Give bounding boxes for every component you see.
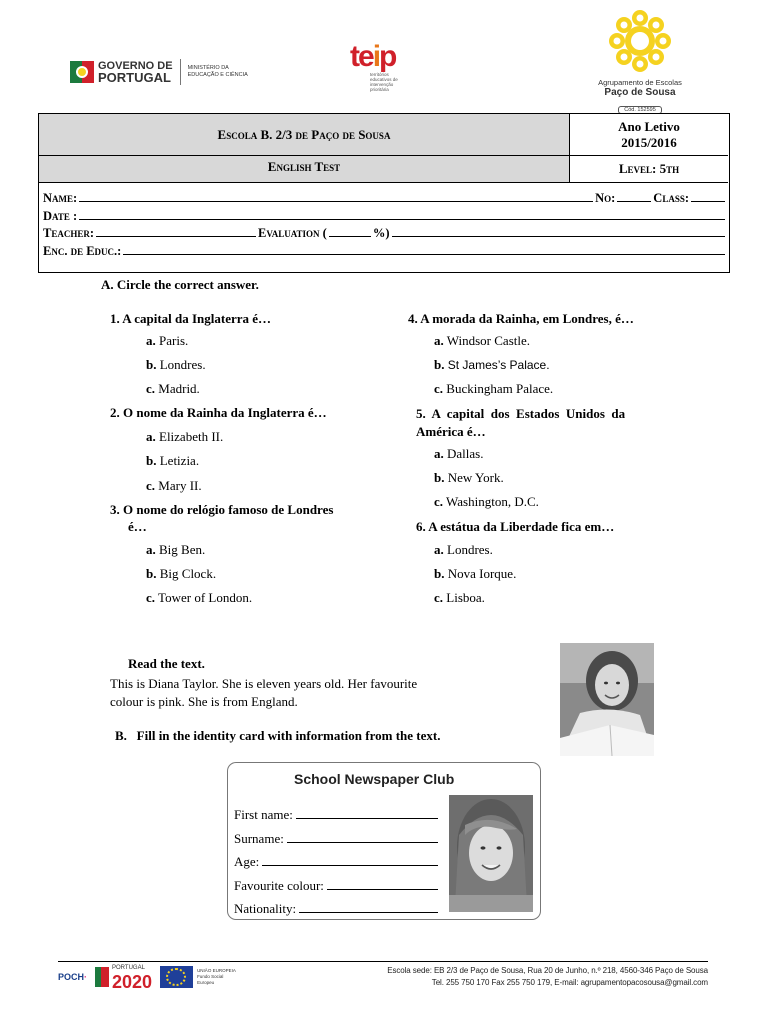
government-of-portugal-logo [70, 56, 270, 88]
question-5-option-a[interactable]: a. Dallas. [434, 446, 484, 461]
guardian-row [43, 243, 727, 261]
question-6-option-c[interactable]: c. Lisboa. [434, 590, 485, 605]
question-1-option-c[interactable]: c. Madrid. [146, 381, 200, 396]
school-logo [585, 8, 695, 113]
favourite-colour-input-line[interactable] [327, 879, 438, 890]
poch-text: POCH [58, 972, 85, 982]
level: Level: 5th [570, 156, 728, 183]
footer-address [387, 965, 708, 989]
gov-logo-line1: GOVERNO DE [98, 60, 173, 72]
first-name-input-line[interactable] [296, 808, 438, 819]
student-fields [43, 190, 727, 260]
date-input-line[interactable] [79, 209, 725, 220]
flower-emblem-icon [607, 8, 673, 74]
school-code-badge: Cód. 152595 [618, 106, 662, 114]
section-a-title: A. Circle the correct answer. [101, 277, 259, 292]
portugal-2020-big: 2020 [112, 972, 153, 992]
question-1: 1. A capital da Inglaterra é… [110, 311, 272, 326]
surname-label: Surname: [234, 830, 284, 846]
question-4-option-a[interactable]: a. Windsor Castle. [434, 333, 531, 348]
guardian-input-line[interactable] [123, 244, 725, 255]
test-header-table [38, 113, 730, 273]
question-6-option-a[interactable]: a. Londres. [434, 542, 493, 557]
school-name: Escola B. 2/3 de Paço de Sousa [39, 114, 570, 156]
school-logo-line2: Paço de Sousa [604, 87, 676, 98]
address-line-1: Escola sede: EB 2/3 de Paço de Sousa, Rua 20 de Junho, n.º 218, 4560-346 Paço de Sousa [387, 966, 708, 975]
age-label: Age: [234, 854, 260, 869]
question-4-option-b[interactable]: b. St James’s Palace. [434, 357, 550, 372]
question-3-continued: é… [128, 519, 147, 534]
year-label: Ano Letivo [618, 118, 680, 134]
card-age-row [234, 850, 438, 874]
question-5-option-c[interactable]: c. Washington, D.C. [434, 494, 539, 509]
footer-logos [58, 963, 308, 991]
reading-title: Read the text. [128, 656, 205, 671]
question-2-option-c[interactable]: c. Mary II. [146, 478, 202, 493]
evaluation-input-line[interactable] [392, 226, 726, 237]
portugal-2020-flag-icon [95, 967, 109, 987]
teip-word-c: p [379, 40, 396, 73]
test-name: English Test [39, 156, 570, 183]
girl-reading-photo [560, 643, 654, 756]
ministry-name: MINISTÉRIO DA EDUCAÇÃO E CIÊNCIA [187, 65, 248, 78]
card-colour-row [234, 874, 438, 898]
teip-logo [350, 40, 430, 92]
card-first-name-row [234, 803, 438, 827]
date-row [43, 208, 727, 226]
evaluation-percent-line[interactable] [329, 226, 371, 237]
girl-portrait-photo [449, 795, 533, 912]
name-input-line[interactable] [79, 191, 593, 202]
evaluation-label-end: %) [372, 226, 390, 240]
question-6: 6. A estátua da Liberdade fica em… [416, 519, 615, 534]
teip-subtitle: territórios educativos de intervenção prioritária [370, 72, 398, 92]
question-2: 2. O nome da Rainha da Inglaterra é… [110, 405, 327, 420]
poch-dot: · [84, 972, 88, 982]
age-input-line[interactable] [262, 855, 438, 866]
date-label: Date : [43, 208, 78, 223]
address-line-2: Tel. 255 750 170 Fax 255 750 179, E-mail: agrupamentopacosousa@gmail.com [431, 978, 708, 987]
question-5-continued: América é… [416, 424, 486, 439]
name-row [43, 190, 727, 208]
footer-divider [58, 961, 708, 962]
teacher-row [43, 225, 727, 243]
question-2-option-b[interactable]: b. Letizia. [146, 453, 200, 468]
school-year-cell [570, 114, 728, 156]
nationality-label: Nationality: [234, 901, 297, 916]
class-label: Class: [653, 191, 689, 205]
question-1-option-a[interactable]: a. Paris. [146, 333, 189, 348]
year-value: 2015/2016 [621, 134, 677, 150]
question-4-option-c[interactable]: c. Buckingham Palace. [434, 381, 554, 396]
question-5: 5. A capital dos Estados Unidos da [416, 406, 626, 421]
european-union-flag-icon [160, 966, 193, 988]
nationality-input-line[interactable] [299, 902, 438, 913]
evaluation-label: Evaluation ( [258, 226, 327, 240]
teacher-label: Teacher: [43, 226, 95, 240]
card-title: School Newspaper Club [294, 771, 455, 787]
portugal-flag-icon [70, 59, 94, 85]
number-label: No: [595, 191, 616, 205]
class-input-line[interactable] [691, 191, 725, 202]
teip-word-a: te [350, 40, 373, 73]
gov-logo-line2: PORTUGAL [98, 70, 171, 85]
poch-logo [58, 972, 87, 982]
teacher-input-line[interactable] [96, 226, 256, 237]
portugal-2020-small: PORTUGAL [112, 965, 145, 971]
question-3: 3. O nome do relógio famoso de Londres [110, 502, 334, 517]
question-6-option-b[interactable]: b. Nova Iorque. [434, 566, 517, 581]
section-b-title: B. Fill in the identity card with information from the text. [115, 728, 441, 743]
card-fields [234, 803, 438, 921]
reading-text [110, 675, 490, 711]
question-1-option-b[interactable]: b. Londres. [146, 357, 206, 372]
school-logo-line1: Agrupamento de Escolas [598, 78, 682, 87]
card-nationality-row [234, 897, 438, 921]
guardian-label: Enc. de Educ.: [43, 243, 122, 258]
portugal-2020-logo [95, 963, 152, 991]
number-input-line[interactable] [617, 191, 651, 202]
question-3-option-c[interactable]: c. Tower of London. [146, 590, 253, 605]
card-surname-row [234, 827, 438, 851]
eu-text: UNIÃO EUROPEIA Fundo Social Europeu [197, 968, 236, 985]
question-2-option-a[interactable]: a. Elizabeth II. [146, 429, 224, 444]
first-name-label: First name: [234, 807, 293, 822]
question-3-option-a[interactable]: a. Big Ben. [146, 542, 206, 557]
favourite-colour-label: Favourite colour: [234, 877, 324, 893]
surname-input-line[interactable] [287, 832, 438, 843]
reading-line-1: This is Diana Taylor. She is eleven years old. Her favourite [110, 676, 418, 691]
reading-line-2: colour is pink. She is from England. [110, 694, 298, 709]
question-3-option-b[interactable]: b. Big Clock. [146, 566, 217, 581]
name-label: Name: [43, 191, 78, 205]
question-4: 4. A morada da Rainha, em Londres, é… [408, 311, 634, 326]
teip-word-b: i [372, 40, 380, 73]
question-5-option-b[interactable]: b. New York. [434, 470, 504, 485]
gov-logo-separator [180, 59, 181, 85]
